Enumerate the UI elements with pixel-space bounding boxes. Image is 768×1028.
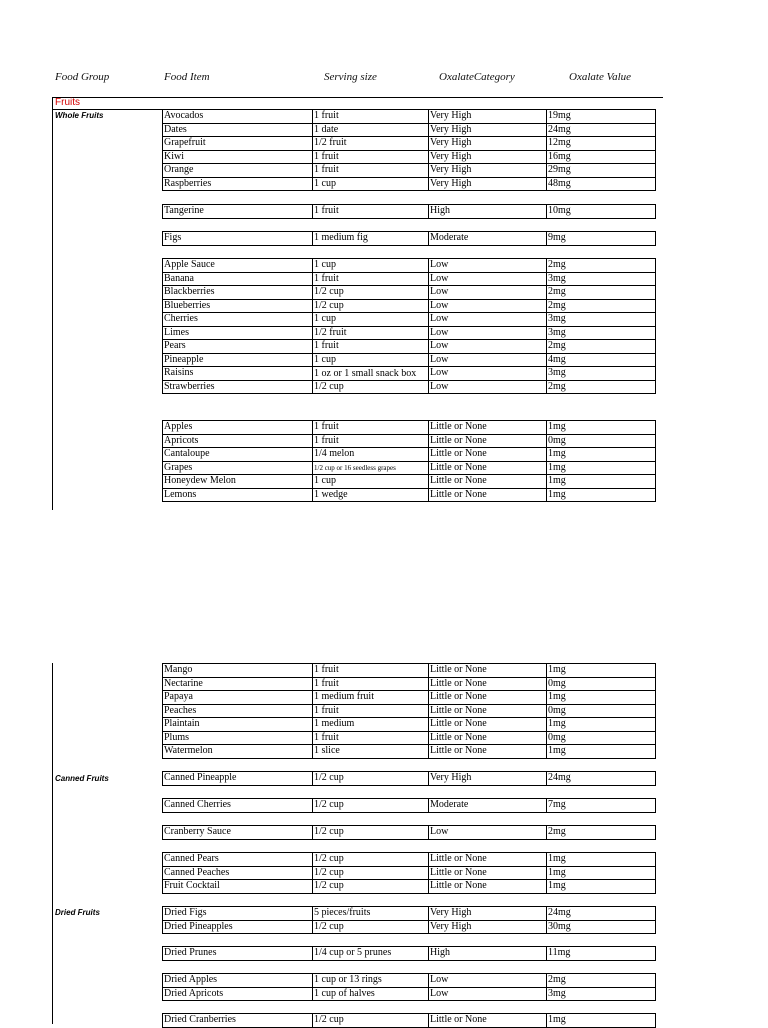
- food-item-cell: Grapefruit: [163, 137, 313, 151]
- serving-size-cell: 1 fruit: [313, 205, 429, 219]
- serving-size-cell: 1 medium: [313, 718, 429, 732]
- serving-size-cell: 1/2 cup: [313, 853, 429, 867]
- oxalate-value-cell: 2mg: [547, 340, 656, 354]
- food-item-cell: Blueberries: [163, 299, 313, 313]
- oxalate-value-cell: 10mg: [547, 205, 656, 219]
- table-row: [163, 745, 656, 759]
- table-row: [163, 272, 656, 286]
- header-oxalate-value: Oxalate Value: [569, 71, 632, 83]
- food-item-cell: Apples: [163, 421, 313, 435]
- oxalate-value-cell: 1mg: [547, 488, 656, 502]
- table-row: [163, 380, 656, 394]
- oxalate-category-cell: Little or None: [429, 731, 547, 745]
- serving-size-cell: 1/2 fruit: [313, 137, 429, 151]
- food-item-cell: Dried Cranberries: [163, 1014, 313, 1028]
- oxalate-category-cell: Very High: [429, 177, 547, 191]
- table-row: [163, 326, 656, 340]
- table-row: [163, 177, 656, 191]
- oxalate-value-cell: 2mg: [547, 826, 656, 840]
- table-row: [163, 421, 656, 435]
- oxalate-category-cell: Little or None: [429, 677, 547, 691]
- food-item-cell: Watermelon: [163, 745, 313, 759]
- food-item-cell: Pears: [163, 340, 313, 354]
- food-item-cell: Dried Apples: [163, 974, 313, 988]
- oxalate-category-cell: Low: [429, 313, 547, 327]
- food-item-cell: Apricots: [163, 434, 313, 448]
- oxalate-value-cell: 1mg: [547, 718, 656, 732]
- table-row: [163, 772, 656, 786]
- oxalate-value-cell: 4mg: [547, 353, 656, 367]
- table-row: [163, 150, 656, 164]
- oxalate-value-cell: 3mg: [547, 367, 656, 381]
- oxalate-category-cell: Little or None: [429, 704, 547, 718]
- serving-size-cell: 1/2 fruit: [313, 326, 429, 340]
- oxalate-category-cell: Very High: [429, 920, 547, 934]
- serving-size-cell: 1 cup: [313, 313, 429, 327]
- group-dried-fruits: Dried Fruits: [55, 908, 100, 917]
- table-row: [163, 704, 656, 718]
- serving-size-cell: 1 fruit: [313, 677, 429, 691]
- table-row: [163, 731, 656, 745]
- serving-size-cell: 1/2 cup: [313, 772, 429, 786]
- food-table: [162, 906, 656, 934]
- oxalate-category-cell: Low: [429, 974, 547, 988]
- oxalate-value-cell: 2mg: [547, 299, 656, 313]
- oxalate-category-cell: Little or None: [429, 664, 547, 678]
- food-table: [162, 663, 656, 759]
- table-row: [163, 353, 656, 367]
- food-item-cell: Banana: [163, 272, 313, 286]
- oxalate-value-cell: 24mg: [547, 772, 656, 786]
- oxalate-category-cell: Little or None: [429, 880, 547, 894]
- food-table: [162, 771, 656, 786]
- food-item-cell: Figs: [163, 232, 313, 246]
- food-item-cell: Lemons: [163, 488, 313, 502]
- serving-size-cell: 1 medium fig: [313, 232, 429, 246]
- oxalate-value-cell: 11mg: [547, 947, 656, 961]
- food-table: [162, 852, 656, 894]
- food-item-cell: Limes: [163, 326, 313, 340]
- table-row: [163, 299, 656, 313]
- section-top-border: [52, 97, 663, 98]
- food-item-cell: Cherries: [163, 313, 313, 327]
- food-table: [162, 420, 656, 502]
- table-row: [163, 826, 656, 840]
- food-table: [162, 204, 656, 219]
- group-column-border: [52, 97, 53, 510]
- food-item-cell: Nectarine: [163, 677, 313, 691]
- oxalate-value-cell: 1mg: [547, 475, 656, 489]
- table-row: [163, 434, 656, 448]
- table-row: [163, 475, 656, 489]
- serving-size-cell: 1 cup: [313, 475, 429, 489]
- header-food-item: Food Item: [164, 71, 210, 83]
- food-item-cell: Orange: [163, 164, 313, 178]
- table-row: [163, 259, 656, 273]
- oxalate-category-cell: Very High: [429, 907, 547, 921]
- food-item-cell: Dried Prunes: [163, 947, 313, 961]
- table-row: [163, 880, 656, 894]
- food-table: [162, 973, 656, 1001]
- food-table: [162, 825, 656, 840]
- oxalate-value-cell: 1mg: [547, 691, 656, 705]
- table-row: [163, 123, 656, 137]
- food-item-cell: Dried Pineapples: [163, 920, 313, 934]
- oxalate-value-cell: 29mg: [547, 164, 656, 178]
- oxalate-value-cell: 7mg: [547, 799, 656, 813]
- header-serving-size: Serving size: [324, 71, 377, 83]
- oxalate-value-cell: 12mg: [547, 137, 656, 151]
- oxalate-category-cell: Very High: [429, 123, 547, 137]
- serving-size-cell: 1 fruit: [313, 434, 429, 448]
- serving-size-cell: 1/2 cup or 16 seedless grapes: [313, 461, 429, 475]
- table-row: [163, 164, 656, 178]
- oxalate-category-cell: Low: [429, 987, 547, 1001]
- oxalate-category-cell: Little or None: [429, 1014, 547, 1028]
- oxalate-category-cell: Little or None: [429, 475, 547, 489]
- serving-size-cell: 1 fruit: [313, 164, 429, 178]
- oxalate-category-cell: Very High: [429, 110, 547, 124]
- oxalate-category-cell: Low: [429, 272, 547, 286]
- oxalate-category-cell: Little or None: [429, 488, 547, 502]
- serving-size-cell: 1/2 cup: [313, 866, 429, 880]
- serving-size-cell: 1/2 cup: [313, 1014, 429, 1028]
- oxalate-category-cell: Moderate: [429, 799, 547, 813]
- food-item-cell: Pineapple: [163, 353, 313, 367]
- food-table: [162, 231, 656, 246]
- food-item-cell: Papaya: [163, 691, 313, 705]
- oxalate-category-cell: Little or None: [429, 866, 547, 880]
- serving-size-cell: 5 pieces/fruits: [313, 907, 429, 921]
- food-table: [162, 1013, 656, 1028]
- group-canned-fruits: Canned Fruits: [55, 774, 109, 783]
- table-row: [163, 461, 656, 475]
- oxalate-value-cell: 3mg: [547, 326, 656, 340]
- serving-size-cell: 1/2 cup: [313, 920, 429, 934]
- serving-size-cell: 1 medium fruit: [313, 691, 429, 705]
- table-row: [163, 866, 656, 880]
- food-item-cell: Cranberry Sauce: [163, 826, 313, 840]
- oxalate-value-cell: 16mg: [547, 150, 656, 164]
- oxalate-category-cell: High: [429, 947, 547, 961]
- table-row: [163, 205, 656, 219]
- oxalate-category-cell: Little or None: [429, 461, 547, 475]
- food-item-cell: Blackberries: [163, 286, 313, 300]
- serving-size-cell: 1 fruit: [313, 421, 429, 435]
- table-row: [163, 286, 656, 300]
- serving-size-cell: 1/4 cup or 5 prunes: [313, 947, 429, 961]
- table-row: [163, 677, 656, 691]
- table-row: [163, 718, 656, 732]
- food-item-cell: Raisins: [163, 367, 313, 381]
- oxalate-value-cell: 30mg: [547, 920, 656, 934]
- serving-size-cell: 1 oz or 1 small snack box: [313, 367, 429, 381]
- oxalate-value-cell: 1mg: [547, 461, 656, 475]
- oxalate-category-cell: Little or None: [429, 421, 547, 435]
- oxalate-category-cell: Low: [429, 367, 547, 381]
- oxalate-value-cell: 1mg: [547, 448, 656, 462]
- food-item-cell: Canned Cherries: [163, 799, 313, 813]
- serving-size-cell: 1 cup: [313, 177, 429, 191]
- serving-size-cell: 1 cup: [313, 353, 429, 367]
- oxalate-value-cell: 1mg: [547, 664, 656, 678]
- oxalate-value-cell: 1mg: [547, 421, 656, 435]
- oxalate-category-cell: Low: [429, 286, 547, 300]
- oxalate-value-cell: 48mg: [547, 177, 656, 191]
- oxalate-value-cell: 2mg: [547, 974, 656, 988]
- serving-size-cell: 1/2 cup: [313, 826, 429, 840]
- oxalate-category-cell: Very High: [429, 150, 547, 164]
- oxalate-category-cell: Little or None: [429, 853, 547, 867]
- food-item-cell: Raspberries: [163, 177, 313, 191]
- oxalate-category-cell: Low: [429, 299, 547, 313]
- table-row: [163, 920, 656, 934]
- oxalate-category-cell: Very High: [429, 137, 547, 151]
- food-item-cell: Grapes: [163, 461, 313, 475]
- food-table: [162, 258, 656, 394]
- oxalate-category-cell: Little or None: [429, 745, 547, 759]
- serving-size-cell: 1 wedge: [313, 488, 429, 502]
- food-table: [162, 946, 656, 961]
- oxalate-value-cell: 3mg: [547, 272, 656, 286]
- table-row: [163, 448, 656, 462]
- food-item-cell: Canned Pears: [163, 853, 313, 867]
- oxalate-value-cell: 2mg: [547, 286, 656, 300]
- serving-size-cell: 1 fruit: [313, 664, 429, 678]
- oxalate-value-cell: 24mg: [547, 123, 656, 137]
- table-row: [163, 853, 656, 867]
- oxalate-category-cell: Low: [429, 326, 547, 340]
- food-item-cell: Plums: [163, 731, 313, 745]
- header-oxalate-category: OxalateCategory: [439, 71, 515, 83]
- oxalate-value-cell: 1mg: [547, 745, 656, 759]
- serving-size-cell: 1 fruit: [313, 731, 429, 745]
- oxalate-value-cell: 3mg: [547, 987, 656, 1001]
- food-table: [162, 109, 656, 191]
- food-item-cell: Apple Sauce: [163, 259, 313, 273]
- table-row: [163, 313, 656, 327]
- oxalate-category-cell: Little or None: [429, 448, 547, 462]
- food-item-cell: Cantaloupe: [163, 448, 313, 462]
- serving-size-cell: 1 fruit: [313, 340, 429, 354]
- group-whole-fruits: Whole Fruits: [55, 111, 104, 120]
- serving-size-cell: 1 fruit: [313, 150, 429, 164]
- oxalate-value-cell: 0mg: [547, 704, 656, 718]
- table-row: [163, 340, 656, 354]
- serving-size-cell: 1/4 melon: [313, 448, 429, 462]
- food-item-cell: Mango: [163, 664, 313, 678]
- serving-size-cell: 1/2 cup: [313, 286, 429, 300]
- oxalate-value-cell: 19mg: [547, 110, 656, 124]
- oxalate-category-cell: High: [429, 205, 547, 219]
- oxalate-category-cell: Little or None: [429, 691, 547, 705]
- food-item-cell: Canned Peaches: [163, 866, 313, 880]
- serving-size-cell: 1 slice: [313, 745, 429, 759]
- serving-size-cell: 1/2 cup: [313, 799, 429, 813]
- table-row: [163, 799, 656, 813]
- table-row: [163, 367, 656, 381]
- food-item-cell: Canned Pineapple: [163, 772, 313, 786]
- table-row: [163, 664, 656, 678]
- oxalate-value-cell: 24mg: [547, 907, 656, 921]
- food-item-cell: Kiwi: [163, 150, 313, 164]
- food-item-cell: Avocados: [163, 110, 313, 124]
- oxalate-value-cell: 1mg: [547, 866, 656, 880]
- group-column-border: [52, 663, 53, 1024]
- oxalate-value-cell: 1mg: [547, 853, 656, 867]
- serving-size-cell: 1 cup or 13 rings: [313, 974, 429, 988]
- oxalate-value-cell: 0mg: [547, 677, 656, 691]
- food-item-cell: Plaintain: [163, 718, 313, 732]
- section-title-fruits: Fruits: [55, 97, 80, 108]
- oxalate-value-cell: 1mg: [547, 1014, 656, 1028]
- food-item-cell: Strawberries: [163, 380, 313, 394]
- food-table: [162, 798, 656, 813]
- oxalate-category-cell: Little or None: [429, 718, 547, 732]
- food-item-cell: Dried Figs: [163, 907, 313, 921]
- table-row: [163, 488, 656, 502]
- oxalate-category-cell: Very High: [429, 164, 547, 178]
- serving-size-cell: 1/2 cup: [313, 380, 429, 394]
- table-row: [163, 1014, 656, 1028]
- oxalate-value-cell: 3mg: [547, 313, 656, 327]
- table-row: [163, 907, 656, 921]
- oxalate-value-cell: 2mg: [547, 259, 656, 273]
- food-item-cell: Tangerine: [163, 205, 313, 219]
- oxalate-value-cell: 2mg: [547, 380, 656, 394]
- oxalate-category-cell: Low: [429, 353, 547, 367]
- table-row: [163, 987, 656, 1001]
- serving-size-cell: 1 fruit: [313, 110, 429, 124]
- serving-size-cell: 1 cup: [313, 259, 429, 273]
- serving-size-cell: 1/2 cup: [313, 299, 429, 313]
- oxalate-value-cell: 1mg: [547, 880, 656, 894]
- oxalate-category-cell: Low: [429, 340, 547, 354]
- oxalate-category-cell: Low: [429, 380, 547, 394]
- header-food-group: Food Group: [55, 71, 110, 83]
- table-row: [163, 137, 656, 151]
- oxalate-category-cell: Little or None: [429, 434, 547, 448]
- serving-size-cell: 1/2 cup: [313, 880, 429, 894]
- serving-size-cell: 1 fruit: [313, 272, 429, 286]
- oxalate-value-cell: 0mg: [547, 731, 656, 745]
- serving-size-cell: 1 cup of halves: [313, 987, 429, 1001]
- food-item-cell: Dried Apricots: [163, 987, 313, 1001]
- serving-size-cell: 1 fruit: [313, 704, 429, 718]
- food-item-cell: Dates: [163, 123, 313, 137]
- table-row: [163, 691, 656, 705]
- oxalate-category-cell: Low: [429, 259, 547, 273]
- table-row: [163, 947, 656, 961]
- oxalate-value-cell: 0mg: [547, 434, 656, 448]
- table-row: [163, 232, 656, 246]
- table-row: [163, 974, 656, 988]
- oxalate-value-cell: 9mg: [547, 232, 656, 246]
- food-item-cell: Honeydew Melon: [163, 475, 313, 489]
- oxalate-category-cell: Moderate: [429, 232, 547, 246]
- food-item-cell: Peaches: [163, 704, 313, 718]
- oxalate-category-cell: Very High: [429, 772, 547, 786]
- oxalate-category-cell: Low: [429, 826, 547, 840]
- section-title-border: [52, 109, 162, 110]
- serving-size-cell: 1 date: [313, 123, 429, 137]
- table-row: [163, 110, 656, 124]
- food-item-cell: Fruit Cocktail: [163, 880, 313, 894]
